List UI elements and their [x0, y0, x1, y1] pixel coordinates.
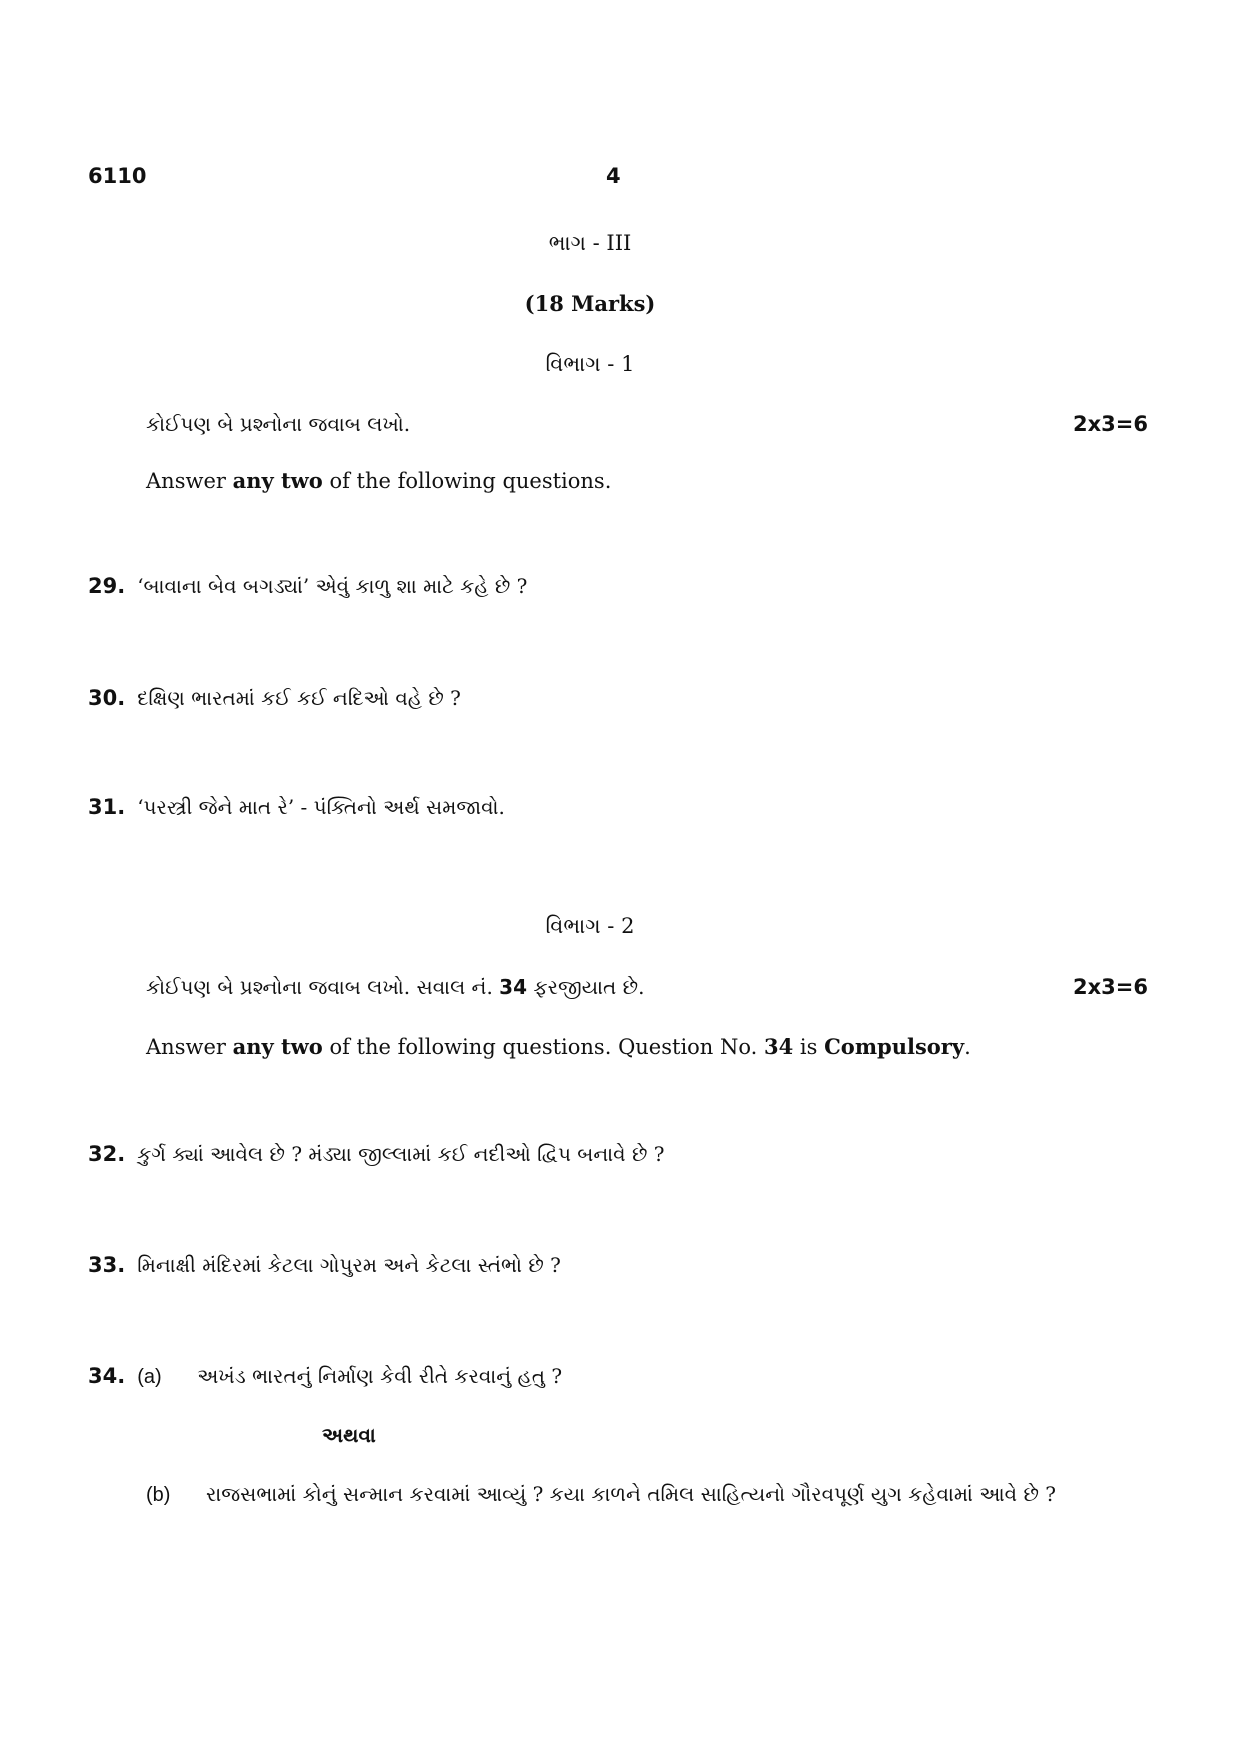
question-text: મિનાક્ષી મંદિરમાં કેટલા ગોપુરમ અને કેટલા સ્તંભો છે ? — [137, 1253, 561, 1277]
question-33 — [88, 1253, 561, 1277]
instruction-text: ફરજીયાત છે. — [527, 975, 645, 999]
part-marks: (18 Marks) — [524, 291, 656, 316]
question-34b — [146, 1482, 1056, 1507]
instruction-text: . — [964, 1035, 971, 1059]
question-text: કુર્ગ ક્યાં આવેલ છે ? મંડ્યા જીલ્લામાં કઈ નદીઓ દ્વિપ બનાવે છે ? — [137, 1142, 665, 1166]
instruction-emphasis: 34 — [764, 1034, 794, 1059]
question-text: અખંડ ભારતનું નિર્માણ કેવી રીતે કરવાનું હતુ ? — [197, 1364, 563, 1388]
instruction-text: is — [793, 1035, 825, 1059]
question-text: રાજસભામાં કોનું સન્માન કરવામાં આવ્યું ? કયા કાળને તમિલ સાહિત્યનો ગૌરવપૂર્ણ યુગ કહેવામાં આવે છે ? — [206, 1482, 1057, 1506]
question-number: 30. — [88, 686, 126, 710]
instruction-text: કોઈપણ બે પ્રશ્નોના જવાબ લખો. સવાલ નં. — [146, 975, 500, 999]
instruction-text: of the following questions. Question No. — [322, 1035, 765, 1059]
part-title: ભાગ - III — [548, 231, 632, 255]
section-1-marks: 2x3=6 — [1073, 412, 1148, 436]
question-text: ‘પરસ્ત્રી જેને માત રે’ - પંક્તિનો અર્થ સમજાવો. — [137, 795, 505, 819]
instruction-text: Answer — [146, 1035, 233, 1059]
question-number: 33. — [88, 1253, 126, 1277]
section-2-marks: 2x3=6 — [1073, 975, 1148, 999]
question-text: દક્ષિણ ભારતમાં કઈ કઈ નદિઓ વહે છે ? — [137, 686, 461, 710]
instruction-emphasis: any two — [232, 468, 323, 493]
question-34a — [88, 1364, 562, 1389]
instruction-emphasis: Compulsory — [824, 1034, 965, 1059]
instruction-emphasis: any two — [232, 1034, 323, 1059]
question-number: 29. — [88, 574, 126, 598]
sub-question-label: (b) — [146, 1484, 171, 1506]
question-number: 34. — [88, 1364, 126, 1388]
question-number: 32. — [88, 1142, 126, 1166]
or-separator: અથવા — [322, 1423, 376, 1447]
section-2-instruction-gujarati — [146, 975, 644, 999]
section-1-instruction-gujarati: કોઈપણ બે પ્રશ્નોના જવાબ લખો. — [146, 412, 411, 436]
section-2-title: વિભાગ - 2 — [545, 914, 635, 938]
page-number: 4 — [606, 164, 621, 188]
sub-question-label: (a) — [137, 1366, 162, 1388]
instruction-text: of the following questions. — [322, 469, 612, 493]
section-2-instruction-english — [146, 1034, 971, 1059]
instruction-emphasis: 34 — [499, 975, 528, 999]
section-1-instruction-english — [146, 468, 611, 493]
question-number: 31. — [88, 795, 126, 819]
instruction-text: Answer — [146, 469, 233, 493]
section-1-title: વિભાગ - 1 — [545, 352, 635, 376]
question-text: ‘બાવાના બેવ બગડ્યાં’ એવું કાળુ શા માટે કહે છે ? — [137, 574, 528, 598]
question-31 — [88, 795, 505, 819]
paper-code: 6110 — [88, 164, 147, 188]
question-32 — [88, 1142, 665, 1166]
question-29 — [88, 574, 527, 598]
question-30 — [88, 686, 461, 710]
